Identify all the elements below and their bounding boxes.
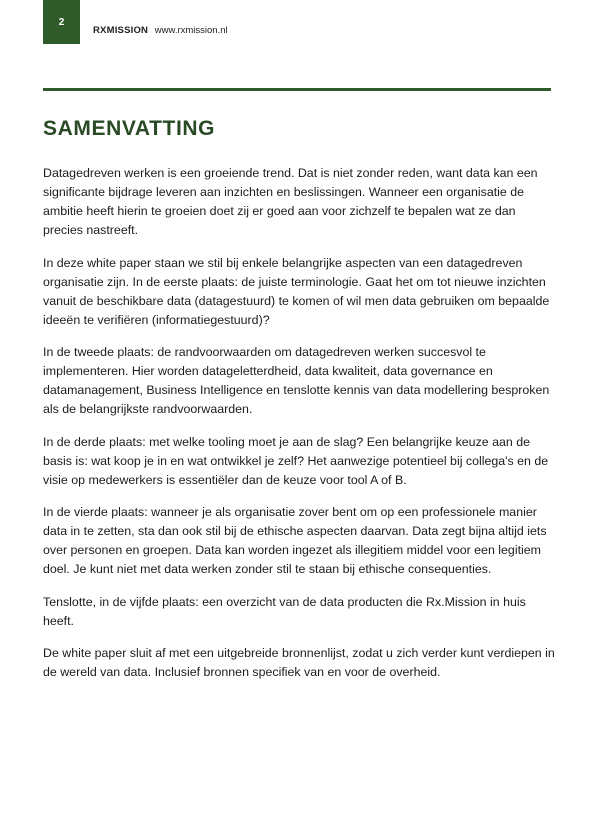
summary-body [43,164,555,696]
paragraph-preconditions: In de tweede plaats: de randvoorwaarden om datagedreven werken succesvol te implementeren. Hier worden datageletterdheid, data kwaliteit, data governance en datamanagement, Business Intelligence en tenslotte kennis van data modellering besproken als de belangrijkste randvoorwaarden. [43,345,550,416]
page-number-badge [43,0,80,44]
paragraph-terminology: In deze white paper staan we stil bij enkele belangrijke aspecten van een datagedreven organisatie zijn. In de eerste plaats: de juiste terminologie. Gaat het om tot nieuwe inzichten vanuit de beschikbare data (datagestuurd) te komen of wil men data gebruiken om bepaalde ideeën te verifiëren (informatiegestuurd)? [43,255,550,327]
page-number: 2 [58,16,65,28]
paragraph-tooling: In de derde plaats: met welke tooling moet je aan de slag? Een belangrijke keuze aan de basis is: wat koop je in en wat ontwikkel je zelf? Het aanwezige potentieel bij collega's en de visie op medewerkers is essentiëler dan de keuze voor tool A of B. [43,434,549,487]
brand-name: RXMISSION [93,25,149,36]
website-url: www.rxmission.nl [154,25,228,36]
header-divider [43,88,551,91]
running-header [93,25,228,36]
paragraph-ethics: In de vierde plaats: wanneer je als organisatie zover bent om op een professionele manier data in te zetten, sta dan ook stil bij de ethische aspecten daarvan. Data zegt bijna altijd iets over personen en groepen. Data kan worden ingezet als illegitiem middel voor een legitiem doel. Je kunt niet met data werken zonder stil te staan bij ethische consequenties. [43,505,547,576]
paragraph-products: Tenslotte, in de vijfde plaats: een overzicht van de data producten die Rx.Mission in huis heeft. [43,594,526,628]
page-title: SAMENVATTING [43,117,216,140]
paragraph-sources: De white paper sluit af met een uitgebreide bronnenlijst, zodat u zich verder kunt verdiepen in de wereld van data. Inclusief bronnen specifiek van en voor de overheid. [43,646,555,679]
paragraph-intro: Datagedreven werken is een groeiende trend. Dat is niet zonder reden, want data kan een significante bijdrage leveren aan inzichten en beslissingen. Wanneer een organisatie de ambitie heeft hierin te groeien doet zij er goed aan voor zichzelf te bepalen wat ze dan precies nastreeft. [43,166,538,237]
